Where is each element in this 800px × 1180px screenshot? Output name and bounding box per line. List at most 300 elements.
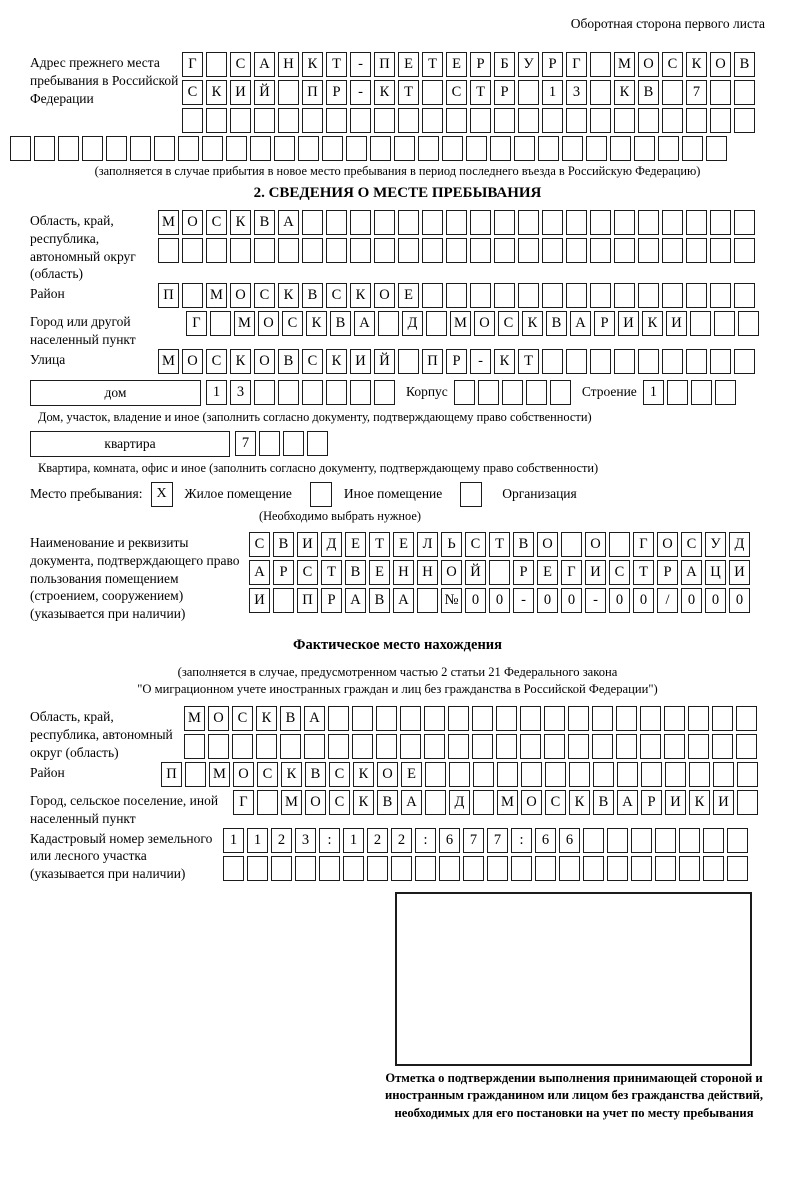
char-cell[interactable]: С bbox=[297, 560, 318, 585]
char-cell[interactable] bbox=[590, 52, 611, 77]
char-cell[interactable]: В bbox=[734, 52, 755, 77]
char-cell[interactable]: А bbox=[393, 588, 414, 613]
char-cell[interactable] bbox=[302, 210, 323, 235]
char-cell[interactable]: К bbox=[278, 283, 299, 308]
char-cell[interactable]: В bbox=[638, 80, 659, 105]
char-cell[interactable]: Р bbox=[321, 588, 342, 613]
char-cell[interactable] bbox=[727, 856, 748, 881]
char-cell[interactable] bbox=[511, 856, 532, 881]
char-cell[interactable]: Й bbox=[465, 560, 486, 585]
char-cell[interactable]: О bbox=[441, 560, 462, 585]
char-cell[interactable] bbox=[583, 856, 604, 881]
char-cell[interactable] bbox=[417, 588, 438, 613]
char-cell[interactable]: О bbox=[374, 283, 395, 308]
char-cell[interactable]: В bbox=[273, 532, 294, 557]
char-cell[interactable] bbox=[690, 311, 711, 336]
char-cell[interactable]: К bbox=[569, 790, 590, 815]
char-cell[interactable] bbox=[278, 108, 299, 133]
char-cell[interactable] bbox=[398, 108, 419, 133]
char-cell[interactable]: Е bbox=[369, 560, 390, 585]
char-cell[interactable] bbox=[617, 762, 638, 787]
char-cell[interactable] bbox=[712, 706, 733, 731]
char-cell[interactable] bbox=[616, 734, 637, 759]
char-cell[interactable] bbox=[182, 283, 203, 308]
char-cell[interactable]: М bbox=[497, 790, 518, 815]
char-cell[interactable] bbox=[593, 762, 614, 787]
char-cell[interactable] bbox=[734, 283, 755, 308]
char-cell[interactable] bbox=[688, 706, 709, 731]
char-cell[interactable] bbox=[566, 210, 587, 235]
char-cell[interactable]: С bbox=[182, 80, 203, 105]
char-cell[interactable]: В bbox=[302, 283, 323, 308]
char-cell[interactable]: Р bbox=[326, 80, 347, 105]
char-cell[interactable] bbox=[370, 136, 391, 161]
char-cell[interactable]: А bbox=[354, 311, 375, 336]
char-cell[interactable]: А bbox=[254, 52, 275, 77]
char-cell[interactable]: С bbox=[465, 532, 486, 557]
char-cell[interactable] bbox=[682, 136, 703, 161]
char-cell[interactable]: Т bbox=[321, 560, 342, 585]
char-cell[interactable]: Г bbox=[182, 52, 203, 77]
char-cell[interactable]: Г bbox=[633, 532, 654, 557]
char-cell[interactable] bbox=[734, 80, 755, 105]
char-cell[interactable]: 6 bbox=[535, 828, 556, 853]
char-cell[interactable] bbox=[391, 856, 412, 881]
char-cell[interactable]: М bbox=[614, 52, 635, 77]
char-cell[interactable] bbox=[376, 706, 397, 731]
char-cell[interactable]: С bbox=[206, 210, 227, 235]
char-cell[interactable] bbox=[592, 706, 613, 731]
char-cell[interactable]: 6 bbox=[439, 828, 460, 853]
char-cell[interactable] bbox=[202, 136, 223, 161]
char-cell[interactable]: В bbox=[546, 311, 567, 336]
char-cell[interactable]: В bbox=[278, 349, 299, 374]
char-cell[interactable]: М bbox=[209, 762, 230, 787]
char-cell[interactable]: Н bbox=[417, 560, 438, 585]
char-cell[interactable]: С bbox=[282, 311, 303, 336]
char-cell[interactable]: Г bbox=[186, 311, 207, 336]
char-cell[interactable]: Е bbox=[398, 52, 419, 77]
char-cell[interactable] bbox=[710, 283, 731, 308]
char-cell[interactable] bbox=[710, 238, 731, 263]
char-cell[interactable]: К bbox=[353, 762, 374, 787]
char-cell[interactable]: 2 bbox=[391, 828, 412, 853]
char-cell[interactable] bbox=[426, 311, 447, 336]
char-cell[interactable]: Д bbox=[729, 532, 750, 557]
char-cell[interactable] bbox=[655, 828, 676, 853]
char-cell[interactable]: 0 bbox=[609, 588, 630, 613]
checkbox-org[interactable] bbox=[460, 482, 482, 507]
char-cell[interactable] bbox=[58, 136, 79, 161]
char-cell[interactable] bbox=[374, 108, 395, 133]
char-cell[interactable]: Р bbox=[494, 80, 515, 105]
char-cell[interactable] bbox=[638, 238, 659, 263]
char-cell[interactable]: К bbox=[686, 52, 707, 77]
char-cell[interactable]: С bbox=[249, 532, 270, 557]
char-cell[interactable] bbox=[614, 349, 635, 374]
char-cell[interactable] bbox=[566, 238, 587, 263]
checkbox-inoe[interactable] bbox=[310, 482, 332, 507]
char-cell[interactable]: В bbox=[369, 588, 390, 613]
char-cell[interactable] bbox=[568, 734, 589, 759]
char-cell[interactable]: 2 bbox=[271, 828, 292, 853]
char-cell[interactable] bbox=[473, 790, 494, 815]
char-cell[interactable] bbox=[590, 238, 611, 263]
char-cell[interactable]: 0 bbox=[465, 588, 486, 613]
dom-field-box[interactable]: дом bbox=[30, 380, 201, 406]
char-cell[interactable] bbox=[328, 706, 349, 731]
char-cell[interactable] bbox=[278, 238, 299, 263]
char-cell[interactable] bbox=[415, 856, 436, 881]
char-cell[interactable] bbox=[394, 136, 415, 161]
char-cell[interactable]: 7 bbox=[487, 828, 508, 853]
char-cell[interactable]: А bbox=[249, 560, 270, 585]
char-cell[interactable]: 0 bbox=[633, 588, 654, 613]
char-cell[interactable]: Т bbox=[422, 52, 443, 77]
char-cell[interactable] bbox=[734, 238, 755, 263]
char-cell[interactable] bbox=[424, 706, 445, 731]
char-cell[interactable]: / bbox=[657, 588, 678, 613]
char-cell[interactable] bbox=[398, 210, 419, 235]
char-cell[interactable]: О bbox=[305, 790, 326, 815]
char-cell[interactable] bbox=[535, 856, 556, 881]
char-cell[interactable] bbox=[734, 210, 755, 235]
char-cell[interactable] bbox=[274, 136, 295, 161]
char-cell[interactable] bbox=[178, 136, 199, 161]
char-cell[interactable] bbox=[304, 734, 325, 759]
char-cell[interactable] bbox=[307, 431, 328, 456]
char-cell[interactable]: Е bbox=[398, 283, 419, 308]
char-cell[interactable]: О bbox=[182, 210, 203, 235]
char-cell[interactable]: С bbox=[662, 52, 683, 77]
char-cell[interactable] bbox=[247, 856, 268, 881]
char-cell[interactable] bbox=[350, 108, 371, 133]
char-cell[interactable] bbox=[350, 238, 371, 263]
char-cell[interactable] bbox=[686, 210, 707, 235]
char-cell[interactable]: Д bbox=[449, 790, 470, 815]
char-cell[interactable] bbox=[454, 380, 475, 405]
char-cell[interactable] bbox=[542, 108, 563, 133]
char-cell[interactable]: - bbox=[350, 52, 371, 77]
char-cell[interactable] bbox=[472, 706, 493, 731]
char-cell[interactable] bbox=[568, 706, 589, 731]
char-cell[interactable] bbox=[713, 762, 734, 787]
char-cell[interactable]: К bbox=[374, 80, 395, 105]
char-cell[interactable] bbox=[737, 762, 758, 787]
char-cell[interactable]: О bbox=[657, 532, 678, 557]
char-cell[interactable] bbox=[232, 734, 253, 759]
char-cell[interactable]: 0 bbox=[705, 588, 726, 613]
char-cell[interactable] bbox=[230, 108, 251, 133]
char-cell[interactable] bbox=[502, 380, 523, 405]
char-cell[interactable] bbox=[614, 283, 635, 308]
char-cell[interactable] bbox=[590, 80, 611, 105]
char-cell[interactable] bbox=[662, 80, 683, 105]
char-cell[interactable] bbox=[326, 108, 347, 133]
char-cell[interactable] bbox=[538, 136, 559, 161]
char-cell[interactable] bbox=[665, 762, 686, 787]
char-cell[interactable] bbox=[691, 380, 712, 405]
char-cell[interactable] bbox=[298, 136, 319, 161]
char-cell[interactable] bbox=[662, 283, 683, 308]
char-cell[interactable]: Р bbox=[273, 560, 294, 585]
char-cell[interactable]: Л bbox=[417, 532, 438, 557]
char-cell[interactable]: 0 bbox=[561, 588, 582, 613]
char-cell[interactable] bbox=[496, 706, 517, 731]
char-cell[interactable] bbox=[609, 532, 630, 557]
char-cell[interactable]: 0 bbox=[537, 588, 558, 613]
char-cell[interactable] bbox=[640, 734, 661, 759]
char-cell[interactable]: П bbox=[297, 588, 318, 613]
char-cell[interactable] bbox=[398, 349, 419, 374]
char-cell[interactable] bbox=[446, 238, 467, 263]
char-cell[interactable] bbox=[422, 238, 443, 263]
char-cell[interactable] bbox=[497, 762, 518, 787]
char-cell[interactable]: И bbox=[350, 349, 371, 374]
char-cell[interactable]: 0 bbox=[489, 588, 510, 613]
char-cell[interactable]: У bbox=[705, 532, 726, 557]
char-cell[interactable] bbox=[470, 210, 491, 235]
char-cell[interactable]: Т bbox=[489, 532, 510, 557]
char-cell[interactable]: О bbox=[230, 283, 251, 308]
char-cell[interactable] bbox=[422, 210, 443, 235]
char-cell[interactable] bbox=[710, 349, 731, 374]
char-cell[interactable] bbox=[226, 136, 247, 161]
char-cell[interactable]: - bbox=[585, 588, 606, 613]
char-cell[interactable] bbox=[736, 734, 757, 759]
char-cell[interactable] bbox=[470, 238, 491, 263]
char-cell[interactable]: С bbox=[206, 349, 227, 374]
char-cell[interactable] bbox=[614, 210, 635, 235]
char-cell[interactable]: К bbox=[689, 790, 710, 815]
char-cell[interactable]: О bbox=[233, 762, 254, 787]
char-cell[interactable]: Е bbox=[446, 52, 467, 77]
char-cell[interactable] bbox=[736, 706, 757, 731]
char-cell[interactable] bbox=[614, 108, 635, 133]
char-cell[interactable] bbox=[518, 108, 539, 133]
char-cell[interactable] bbox=[206, 108, 227, 133]
char-cell[interactable] bbox=[352, 706, 373, 731]
char-cell[interactable]: М bbox=[281, 790, 302, 815]
char-cell[interactable] bbox=[254, 380, 275, 405]
char-cell[interactable] bbox=[271, 856, 292, 881]
char-cell[interactable]: П bbox=[302, 80, 323, 105]
char-cell[interactable] bbox=[322, 136, 343, 161]
char-cell[interactable]: Т bbox=[633, 560, 654, 585]
char-cell[interactable] bbox=[634, 136, 655, 161]
char-cell[interactable] bbox=[302, 380, 323, 405]
char-cell[interactable]: П bbox=[158, 283, 179, 308]
char-cell[interactable]: Г bbox=[566, 52, 587, 77]
char-cell[interactable]: 1 bbox=[343, 828, 364, 853]
char-cell[interactable] bbox=[446, 210, 467, 235]
char-cell[interactable] bbox=[223, 856, 244, 881]
char-cell[interactable]: М bbox=[184, 706, 205, 731]
char-cell[interactable] bbox=[542, 210, 563, 235]
char-cell[interactable]: Т bbox=[369, 532, 390, 557]
char-cell[interactable]: О bbox=[182, 349, 203, 374]
char-cell[interactable] bbox=[374, 380, 395, 405]
char-cell[interactable]: К bbox=[281, 762, 302, 787]
char-cell[interactable] bbox=[422, 283, 443, 308]
char-cell[interactable] bbox=[710, 108, 731, 133]
char-cell[interactable]: : bbox=[511, 828, 532, 853]
char-cell[interactable] bbox=[679, 828, 700, 853]
char-cell[interactable] bbox=[326, 238, 347, 263]
char-cell[interactable] bbox=[295, 856, 316, 881]
char-cell[interactable] bbox=[686, 349, 707, 374]
char-cell[interactable] bbox=[494, 210, 515, 235]
char-cell[interactable]: Е bbox=[537, 560, 558, 585]
char-cell[interactable] bbox=[278, 80, 299, 105]
char-cell[interactable] bbox=[727, 828, 748, 853]
char-cell[interactable]: К bbox=[353, 790, 374, 815]
char-cell[interactable]: 3 bbox=[566, 80, 587, 105]
char-cell[interactable]: Т bbox=[470, 80, 491, 105]
char-cell[interactable]: П bbox=[422, 349, 443, 374]
char-cell[interactable]: : bbox=[319, 828, 340, 853]
checkbox-zhiloe[interactable]: X bbox=[151, 482, 173, 507]
char-cell[interactable]: П bbox=[161, 762, 182, 787]
char-cell[interactable] bbox=[664, 734, 685, 759]
char-cell[interactable] bbox=[254, 238, 275, 263]
char-cell[interactable] bbox=[350, 210, 371, 235]
char-cell[interactable]: О bbox=[638, 52, 659, 77]
char-cell[interactable]: Т bbox=[326, 52, 347, 77]
char-cell[interactable]: Й bbox=[374, 349, 395, 374]
char-cell[interactable]: И bbox=[585, 560, 606, 585]
char-cell[interactable] bbox=[319, 856, 340, 881]
char-cell[interactable]: М bbox=[158, 210, 179, 235]
char-cell[interactable] bbox=[182, 238, 203, 263]
char-cell[interactable] bbox=[518, 80, 539, 105]
char-cell[interactable] bbox=[592, 734, 613, 759]
char-cell[interactable]: М bbox=[158, 349, 179, 374]
char-cell[interactable]: Г bbox=[233, 790, 254, 815]
char-cell[interactable] bbox=[230, 238, 251, 263]
char-cell[interactable]: С bbox=[232, 706, 253, 731]
char-cell[interactable] bbox=[425, 790, 446, 815]
char-cell[interactable] bbox=[662, 349, 683, 374]
char-cell[interactable]: - bbox=[350, 80, 371, 105]
char-cell[interactable] bbox=[586, 136, 607, 161]
char-cell[interactable]: - bbox=[470, 349, 491, 374]
char-cell[interactable] bbox=[259, 431, 280, 456]
char-cell[interactable] bbox=[439, 856, 460, 881]
char-cell[interactable]: Д bbox=[321, 532, 342, 557]
char-cell[interactable]: А bbox=[401, 790, 422, 815]
char-cell[interactable] bbox=[206, 52, 227, 77]
char-cell[interactable] bbox=[374, 238, 395, 263]
char-cell[interactable] bbox=[376, 734, 397, 759]
char-cell[interactable] bbox=[686, 283, 707, 308]
char-cell[interactable] bbox=[185, 762, 206, 787]
char-cell[interactable] bbox=[478, 380, 499, 405]
char-cell[interactable]: Ц bbox=[705, 560, 726, 585]
char-cell[interactable]: У bbox=[518, 52, 539, 77]
char-cell[interactable] bbox=[422, 108, 443, 133]
char-cell[interactable] bbox=[206, 238, 227, 263]
char-cell[interactable] bbox=[664, 706, 685, 731]
char-cell[interactable]: М bbox=[450, 311, 471, 336]
char-cell[interactable] bbox=[34, 136, 55, 161]
char-cell[interactable] bbox=[667, 380, 688, 405]
char-cell[interactable] bbox=[326, 210, 347, 235]
char-cell[interactable] bbox=[566, 283, 587, 308]
char-cell[interactable] bbox=[655, 856, 676, 881]
char-cell[interactable] bbox=[562, 136, 583, 161]
char-cell[interactable] bbox=[442, 136, 463, 161]
char-cell[interactable] bbox=[422, 80, 443, 105]
char-cell[interactable] bbox=[470, 108, 491, 133]
char-cell[interactable]: В bbox=[345, 560, 366, 585]
char-cell[interactable]: П bbox=[374, 52, 395, 77]
char-cell[interactable]: 2 bbox=[367, 828, 388, 853]
char-cell[interactable]: А bbox=[304, 706, 325, 731]
char-cell[interactable] bbox=[545, 762, 566, 787]
char-cell[interactable]: К bbox=[494, 349, 515, 374]
char-cell[interactable] bbox=[425, 762, 446, 787]
char-cell[interactable] bbox=[494, 283, 515, 308]
char-cell[interactable]: С bbox=[498, 311, 519, 336]
char-cell[interactable] bbox=[686, 108, 707, 133]
char-cell[interactable]: Р bbox=[594, 311, 615, 336]
char-cell[interactable] bbox=[631, 856, 652, 881]
char-cell[interactable]: С bbox=[681, 532, 702, 557]
char-cell[interactable]: Й bbox=[254, 80, 275, 105]
char-cell[interactable]: : bbox=[415, 828, 436, 853]
char-cell[interactable] bbox=[106, 136, 127, 161]
char-cell[interactable] bbox=[273, 588, 294, 613]
char-cell[interactable]: В bbox=[305, 762, 326, 787]
char-cell[interactable]: В bbox=[280, 706, 301, 731]
char-cell[interactable] bbox=[487, 856, 508, 881]
char-cell[interactable]: 1 bbox=[223, 828, 244, 853]
char-cell[interactable] bbox=[679, 856, 700, 881]
char-cell[interactable]: Р bbox=[446, 349, 467, 374]
char-cell[interactable] bbox=[400, 706, 421, 731]
char-cell[interactable]: Н bbox=[393, 560, 414, 585]
char-cell[interactable] bbox=[283, 431, 304, 456]
char-cell[interactable]: Н bbox=[278, 52, 299, 77]
char-cell[interactable] bbox=[638, 210, 659, 235]
char-cell[interactable] bbox=[518, 210, 539, 235]
char-cell[interactable] bbox=[182, 108, 203, 133]
char-cell[interactable] bbox=[658, 136, 679, 161]
char-cell[interactable]: 7 bbox=[686, 80, 707, 105]
char-cell[interactable] bbox=[400, 734, 421, 759]
char-cell[interactable] bbox=[10, 136, 31, 161]
char-cell[interactable]: - bbox=[513, 588, 534, 613]
char-cell[interactable] bbox=[520, 734, 541, 759]
char-cell[interactable]: 7 bbox=[235, 431, 256, 456]
char-cell[interactable]: № bbox=[441, 588, 462, 613]
char-cell[interactable]: К bbox=[642, 311, 663, 336]
char-cell[interactable] bbox=[710, 80, 731, 105]
char-cell[interactable] bbox=[424, 734, 445, 759]
char-cell[interactable] bbox=[616, 706, 637, 731]
char-cell[interactable] bbox=[542, 283, 563, 308]
char-cell[interactable] bbox=[737, 790, 758, 815]
char-cell[interactable]: С bbox=[329, 790, 350, 815]
char-cell[interactable]: О bbox=[377, 762, 398, 787]
char-cell[interactable] bbox=[494, 238, 515, 263]
char-cell[interactable]: О bbox=[710, 52, 731, 77]
char-cell[interactable]: 1 bbox=[542, 80, 563, 105]
char-cell[interactable] bbox=[466, 136, 487, 161]
char-cell[interactable]: Е bbox=[393, 532, 414, 557]
char-cell[interactable]: 1 bbox=[643, 380, 664, 405]
